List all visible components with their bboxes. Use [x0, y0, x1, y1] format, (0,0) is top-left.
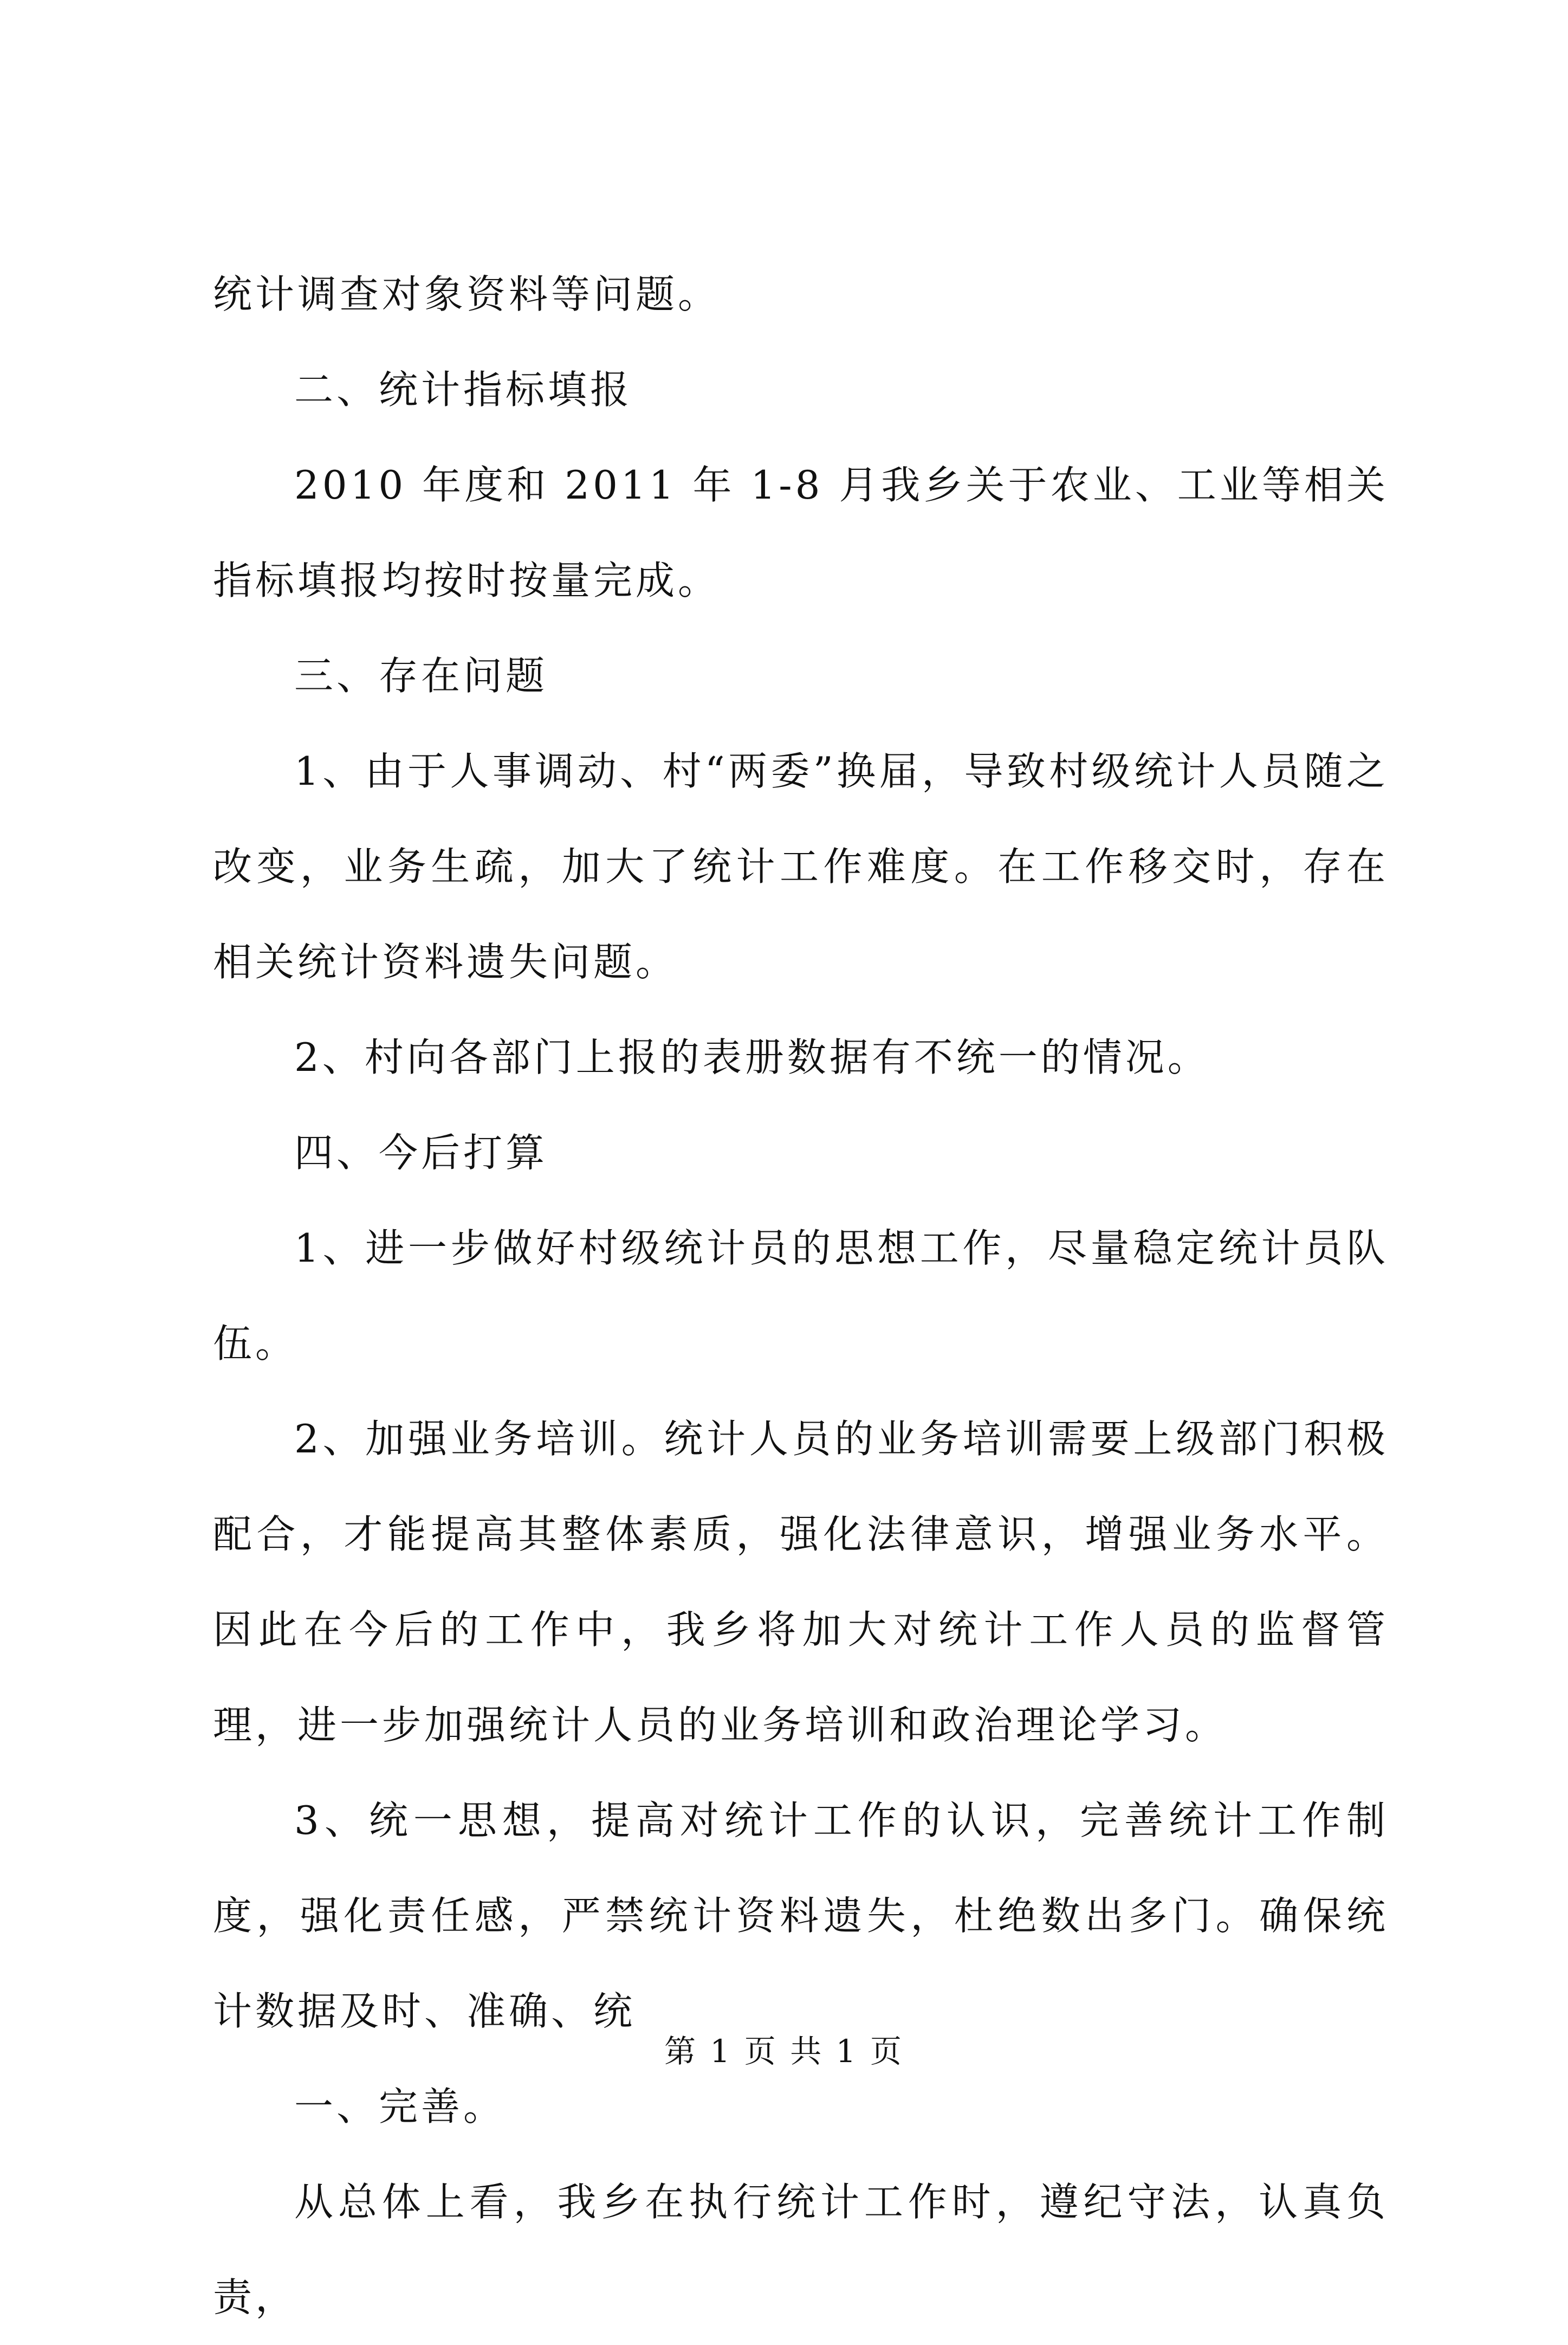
paragraph-1: 统计调查对象资料等问题。 [213, 272, 721, 317]
heading-future-plans: 四、今后打算 [294, 1130, 548, 1175]
paragraph-plan-3: 3、统一思想，提高对统计工作的认识，完善统计工作制度，强化责任感，严禁统计资料遗失，杜绝数出多门。确保统计数据及时、准确、统 [213, 1798, 1389, 2034]
paragraph-problem-1: 1、由于人事调动、村“两委”换届，导致村级统计人员随之改变，业务生疏，加大了统计工作难度。在工作移交时，存在相关统计资料遗失问题。 [213, 748, 1389, 985]
paragraph-overall-summary: 从总体上看，我乡在执行统计工作时，遵纪守法，认真负责， [213, 2179, 1389, 2320]
paragraph-plan-1: 1、进一步做好村级统计员的思想工作，尽量稳定统计员队伍。 [213, 1225, 1389, 1366]
heading-statistical-indicators: 二、统计指标填报 [294, 367, 633, 412]
paragraph-plan-2: 2、加强业务培训。统计人员的业务培训需要上级部门积极配合，才能提高其整体素质，强化法律意识，增强业务水平。因此在今后的工作中，我乡将加大对统计工作人员的监督管理，进一步加强统计人员的业务培训和政治理论学习。 [213, 1416, 1389, 1748]
paragraph-indicator-reporting: 2010 年度和 2011 年 1-8 月我乡关于农业、工业等相关指标填报均按时按量完成。 [213, 462, 1389, 603]
heading-existing-problems: 三、存在问题 [294, 653, 548, 699]
page-number-footer: 第 1 页 共 1 页 [664, 2033, 904, 2070]
paragraph-completion: 一、完善。 [294, 2084, 506, 2129]
paragraph-problem-2: 2、村向各部门上报的表册数据有不统一的情况。 [294, 1035, 1210, 1080]
